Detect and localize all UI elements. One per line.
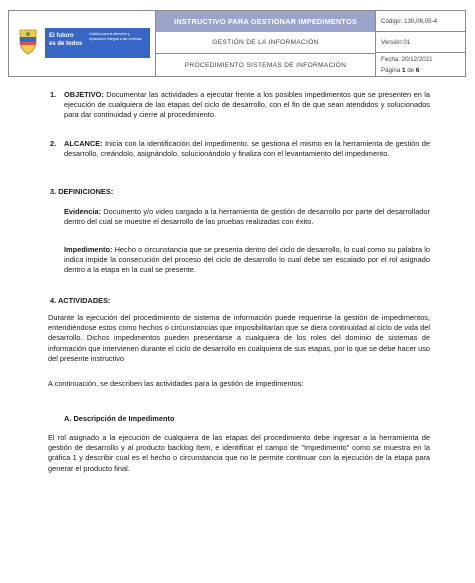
institution-logo <box>17 25 151 61</box>
section-3-heading: 3. DEFINICIONES: <box>50 187 114 196</box>
definition-2-text: Hecho o circunstancia que se presenta dentro del ciclo de desarrollo, lo cual como su palabra lo indica impide la consecución del proceso del ciclo de desarrollo lo cual debe ser escalado por el rol asignado dentro a la etapa en la cual se presente. <box>64 245 430 275</box>
section-2-text: Inicia con la identificación del impedimento, se gestiona el mismo en la herramienta de gestión de desarrollo, creándolo, asignándolo, solucionándolo y finaliza con el levantamiento del impedimento. <box>64 139 430 159</box>
section-1-label: OBJETIVO: <box>64 90 104 99</box>
page-counter: Página 1 de 6 <box>381 67 420 74</box>
definition-1-text: Documento y/o video cargado a la herramienta de gestión de desarrollo por parte del desarrollador dentro del cual se muestre el desarrollo de las pruebas realizadas con éxito. <box>64 207 430 227</box>
header-meta-cell <box>376 11 465 76</box>
definition-impedimento <box>64 245 430 276</box>
definition-2-label: Impedimento: <box>64 245 113 254</box>
document-version: Versión:01 <box>381 39 411 46</box>
section-1-text: Documentar las actividades a ejecutar frente a los posibles impedimentos que se presenten en la ejecución de cualquiera de las etapas del ciclo de desarrollo, con el fin de que sean atendidos y solucionados para dar continuidad y cierre al procedimiento. <box>64 90 430 120</box>
document-date: Fecha: 20/12/2021 <box>381 56 433 63</box>
section-1-number: 1. <box>50 90 57 99</box>
subsection-a-heading: A. Descripción de Impedimento <box>64 414 175 423</box>
document-code: Código: 130,06,05-4 <box>381 18 438 25</box>
section-alcance <box>64 139 430 159</box>
section-objetivo <box>64 90 430 121</box>
document-header <box>8 10 466 77</box>
section-4-paragraph-2: A continuación, se describen las actividades para la gestión de impedimentos: <box>48 379 304 388</box>
logo-banner <box>45 28 150 58</box>
section-2-number: 2. <box>50 139 57 148</box>
logo-line1: El futuro <box>49 33 74 39</box>
section-4-paragraph-1: Durante la ejecución del procedimiento de sistema de información puede requerirse la gestión de impedimentos, entendiéndose estos como hechos o circunstancias que imposibilitarían que se diera continuidad al ciclo de vida del desarrollo. Dichos impedimentos pueden presentarse a cualquiera de los roles del dominio de sistemas de información que intervienen durante el ciclo de desarrollo en cualquiera de sus etapas, por lo que se debe hacer uso del presente instructivo <box>48 313 430 363</box>
document-title: INSTRUCTIVO PARA GESTIONAR IMPEDIMENTOS <box>156 11 375 32</box>
header-title-cell <box>156 11 376 76</box>
logo-cell <box>9 11 156 76</box>
section-2-label: ALCANCE: <box>64 139 103 148</box>
subsection-a-paragraph: El rol asignado a la ejecución de cualquiera de las etapas del procedimiento debe ingresar a la herramienta de gestión de desarrollo y al producto backlog ítem, e identificar el campo de "Impedimento" como se muestra en la gráfica 1 y describir cual es el hecho o circunstancia que no le permite continuar con la ejecución de la etapa para generar el producto final. <box>48 433 430 473</box>
procedure-name: PROCEDIMIENTO SISTEMAS DE INFORMACIÓN <box>184 62 347 69</box>
logo-line2: es de todos <box>49 41 83 47</box>
section-4-heading: 4. ACTIVIDADES: <box>50 296 111 305</box>
process-name: GESTIÓN DE LA INFORMACIÓN <box>156 32 375 54</box>
definition-1-label: Evidencia: <box>64 207 101 216</box>
definition-evidencia <box>64 207 430 227</box>
logo-tagline: Unidad para la atención y reparación integral a las víctimas <box>89 32 142 41</box>
coat-of-arms-icon <box>17 28 39 55</box>
